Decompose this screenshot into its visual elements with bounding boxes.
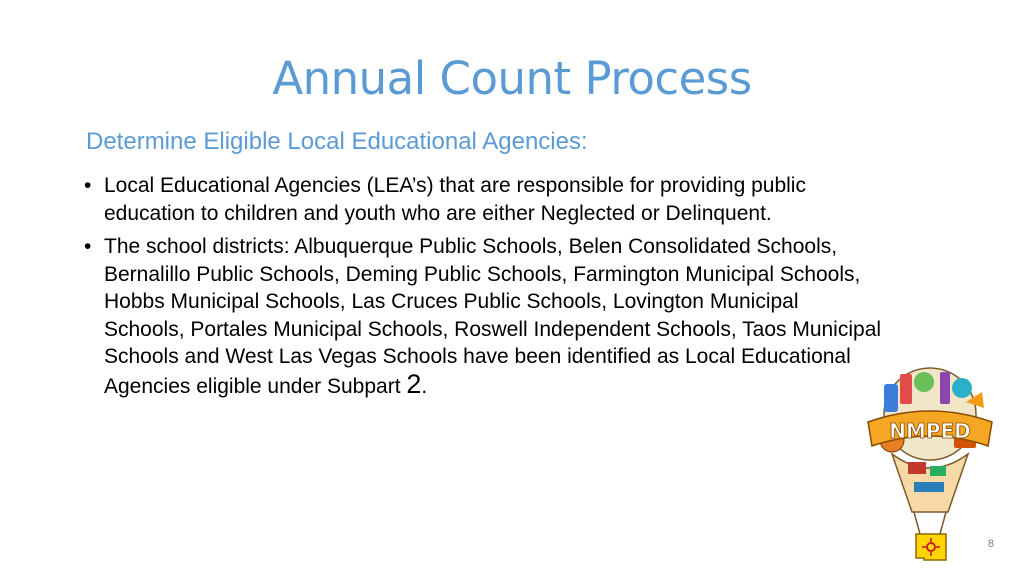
book-shape (914, 482, 944, 492)
slide-title: Annual Count Process (272, 52, 752, 105)
nmped-balloon-icon (862, 362, 998, 568)
pencil-shape (940, 372, 950, 404)
book-shape (884, 384, 898, 412)
rope-shape (940, 512, 946, 534)
globe-shape (914, 372, 934, 392)
book-shape (930, 466, 946, 476)
book-shape (908, 462, 926, 474)
bullet-item-leas (84, 172, 884, 227)
rope-shape (914, 512, 920, 534)
page-number: 8 (987, 538, 994, 550)
bullet-marker: • (84, 174, 92, 197)
bullet-text: The school districts: Albuquerque Public Schools, Belen Consolidated Schools, Bernalillo Public Schools, Deming Public Schools, Farmington Municipal Schools, Hobbs Municipal Schools, Las Cruces Public Schools, Lovington Municipal Schools, Portales Municipal Schools, Roswell Independent Schools, Taos Municipal Schools and West Las Vegas Schools have been identified as Local Educational Agencies eligible under Subpart (104, 235, 882, 398)
bullet-period: . (421, 374, 428, 398)
bullet-item-districts (84, 233, 884, 400)
nmped-logo (862, 362, 998, 568)
bullet-text: Local Educational Agencies (LEA’s) that are responsible for providing public education to children and youth who are either Neglected or Delinquent. (104, 174, 806, 225)
paint-shape (952, 378, 972, 398)
bullet-list (84, 172, 884, 406)
book-shape (900, 374, 912, 404)
slide-subtitle: Determine Eligible Local Educational Agencies: (86, 128, 588, 155)
logo-text: NMPED (889, 419, 971, 443)
bullet-marker: • (84, 235, 92, 258)
nm-state-flag-shape (916, 534, 946, 560)
subpart-number: 2 (406, 368, 422, 399)
